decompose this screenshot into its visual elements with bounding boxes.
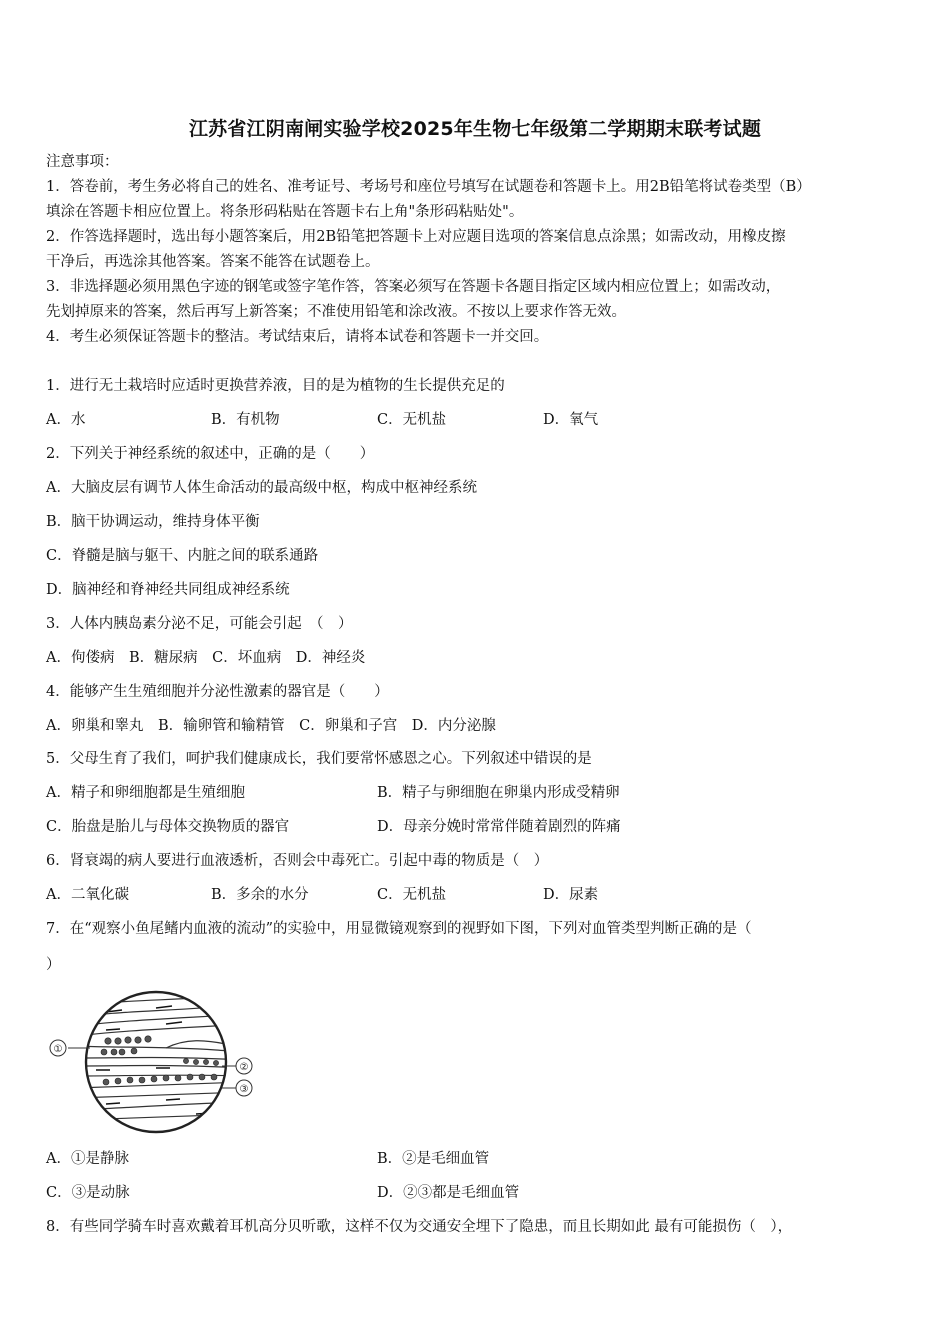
page-title: 江苏省江阴南闸实验学校2025年生物七年级第二学期期末联考试题 — [188, 118, 762, 140]
q7-option-a: A．①是静脉 — [46, 1151, 129, 1167]
q1-option-c: C．无机盐 — [377, 412, 447, 428]
label-3: ③ — [239, 1084, 249, 1095]
q4-options: A．卵巢和睾丸 B．输卵管和输精管 C．卵巢和子宫 D．内分泌腺 — [46, 718, 496, 734]
question-3-stem: 3．人体内胰岛素分泌不足，可能会引起 （ ） — [46, 616, 353, 632]
q5-option-c: C．胎盘是胎儿与母体交换物质的器官 — [46, 819, 290, 835]
q6-option-a: A．二氧化碳 — [46, 887, 129, 903]
question-1-stem: 1．进行无土栽培时应适时更换营养液，目的是为植物的生长提供充足的 — [46, 378, 505, 394]
notice-line: 干净后，再选涂其他答案。答案不能答在试题卷上。 — [46, 254, 380, 270]
fish-tail-blood-vessel-diagram — [46, 988, 266, 1136]
notice-line: 1．答卷前，考生务必将自己的姓名、准考证号、考场号和座位号填写在试题卷和答题卡上。用2B铅笔将试卷类型（B） — [46, 179, 811, 195]
label-1: ① — [53, 1044, 63, 1055]
notice-line: 3．非选择题必须用黑色字迹的钢笔或签字笔作答，答案必须写在答题卡各题目指定区域内相应位置上；如需改动， — [46, 279, 781, 295]
question-2-stem: 2．下列关于神经系统的叙述中，正确的是（ ） — [46, 446, 375, 462]
q5-option-d: D．母亲分娩时常常伴随着剧烈的阵痛 — [377, 819, 621, 835]
q2-option-a: A．大脑皮层有调节人体生命活动的最高级中枢，构成中枢神经系统 — [46, 480, 477, 496]
q2-option-b: B．脑干协调运动，维持身体平衡 — [46, 514, 260, 530]
question-7-stem-end: ） — [46, 957, 61, 973]
q6-option-b: B．多余的水分 — [211, 887, 309, 903]
q3-options: A．佝偻病 B．糖尿病 C．坏血病 D．神经炎 — [46, 650, 366, 666]
q7-option-c: C．③是动脉 — [46, 1185, 130, 1201]
q2-option-c: C．脊髓是脑与躯干、内脏之间的联系通路 — [46, 548, 319, 564]
question-8-stem: 8．有些同学骑车时喜欢戴着耳机高分贝听歌，这样不仅为交通安全埋下了隐患，而且长期如此 最有可能损伤（ ）， — [46, 1219, 793, 1235]
q7-option-d: D．②③都是毛细血管 — [377, 1185, 520, 1201]
question-4-stem: 4．能够产生生殖细胞并分泌性激素的器官是（ ） — [46, 684, 389, 700]
q6-option-d: D．尿素 — [543, 887, 599, 903]
q5-option-a: A．精子和卵细胞都是生殖细胞 — [46, 785, 245, 801]
notice-line: 填涂在答题卡相应位置上。将条形码粘贴在答题卡右上角"条形码粘贴处"。 — [46, 204, 524, 220]
q1-option-a: A．水 — [46, 412, 86, 428]
notice-line: 先划掉原来的答案，然后再写上新答案；不准使用铅笔和涂改液。不按以上要求作答无效。 — [46, 304, 626, 320]
notice-heading: 注意事项： — [46, 154, 119, 170]
label-2: ② — [239, 1062, 249, 1073]
q6-option-c: C．无机盐 — [377, 887, 447, 903]
question-5-stem: 5．父母生育了我们，呵护我们健康成长，我们要常怀感恩之心。下列叙述中错误的是 — [46, 751, 592, 767]
q1-option-b: B．有机物 — [211, 412, 280, 428]
q2-option-d: D．脑神经和脊神经共同组成神经系统 — [46, 582, 290, 598]
q7-option-b: B．②是毛细血管 — [377, 1151, 490, 1167]
question-6-stem: 6．肾衰竭的病人要进行血液透析，否则会中毒死亡。引起中毒的物质是（ ） — [46, 853, 549, 869]
notice-line: 4．考生必须保证答题卡的整洁。考试结束后，请将本试卷和答题卡一并交回。 — [46, 329, 549, 345]
q1-option-d: D．氧气 — [543, 412, 599, 428]
q5-option-b: B．精子与卵细胞在卵巢内形成受精卵 — [377, 785, 620, 801]
notice-line: 2．作答选择题时，选出每小题答案后，用2B铅笔把答题卡上对应题目选项的答案信息点涂黑；如需改动，用橡皮擦 — [46, 229, 786, 245]
question-7-stem: 7．在“观察小鱼尾鳍内血液的流动”的实验中，用显微镜观察到的视野如下图，下列对血管类型判断正确的是（ — [46, 921, 752, 937]
